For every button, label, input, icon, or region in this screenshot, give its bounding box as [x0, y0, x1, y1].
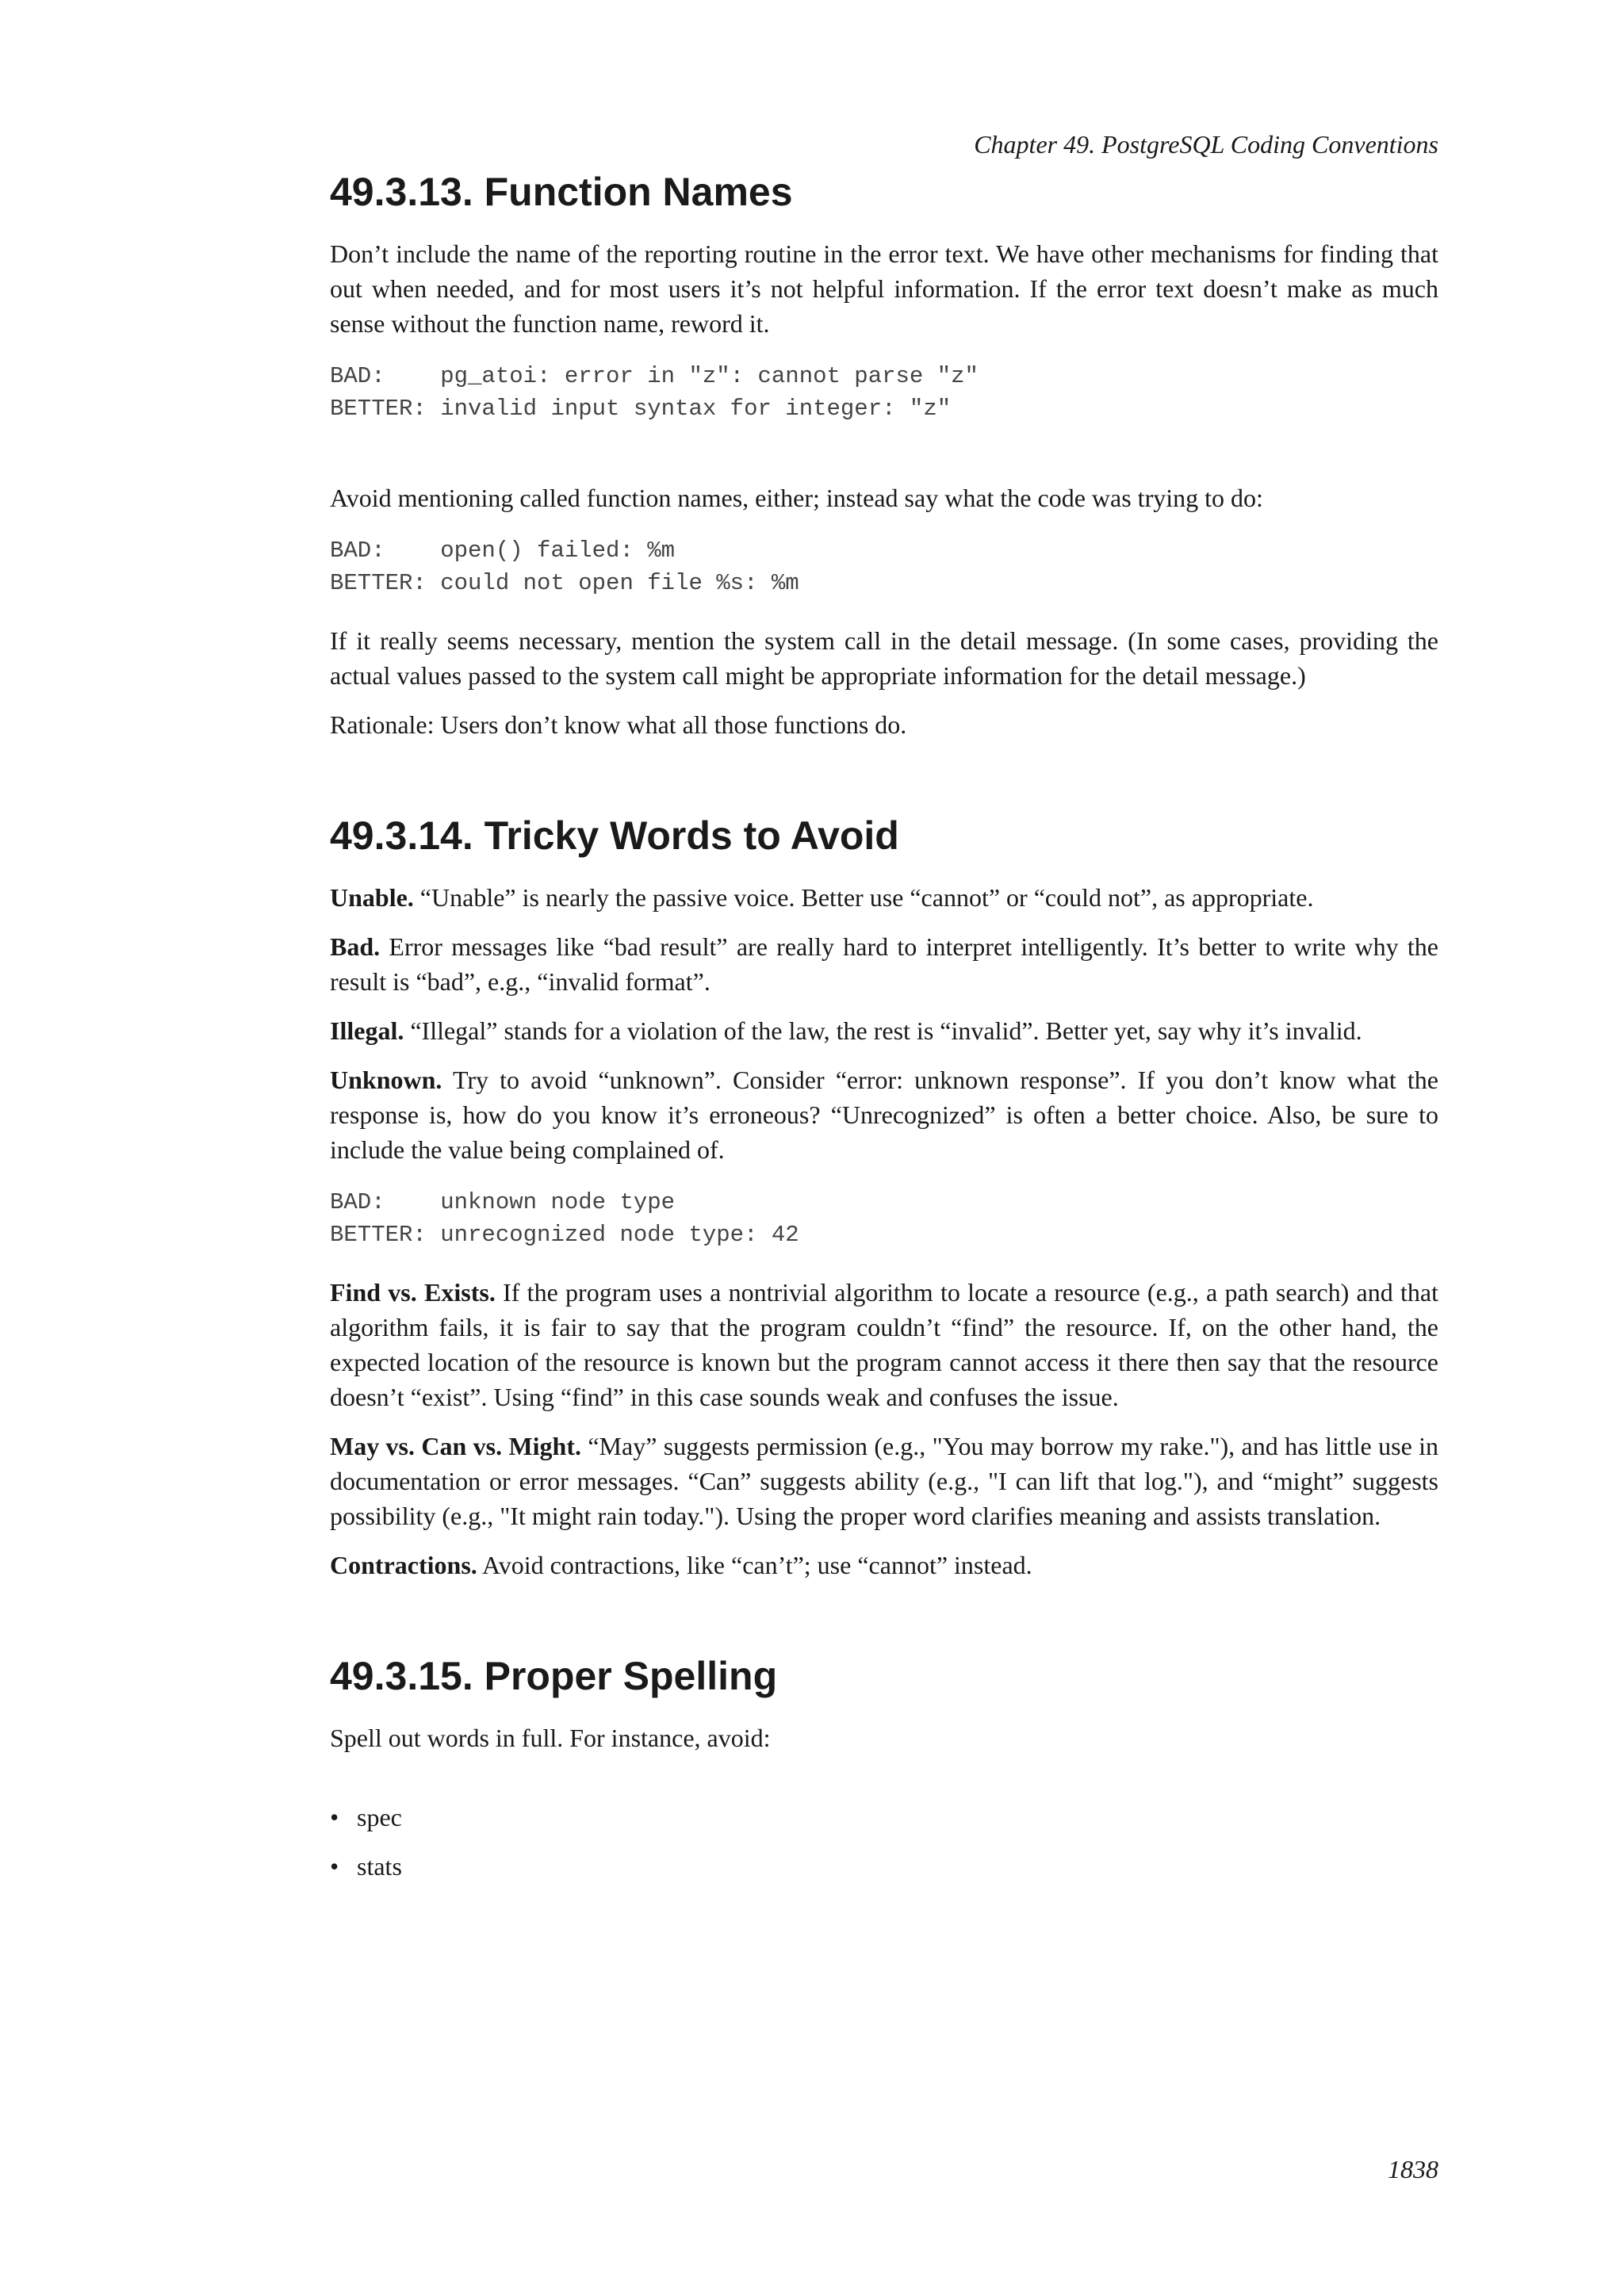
paragraph-unable: [330, 880, 1438, 915]
term-illegal: Illegal.: [330, 1016, 404, 1045]
paragraph-bad: [330, 929, 1438, 999]
code-example: BAD: open() failed: %m BETTER: could not open file %s: %m: [330, 538, 799, 596]
list-item: [330, 1849, 1438, 1884]
code-example: BAD: unknown node type BETTER: unrecognized node type: 42: [330, 1189, 799, 1248]
term-text: Try to avoid “unknown”. Consider “error: unknown response”. If you don’t know what the response is, how do you know it’s erroneous? “Unrecognized” is often a better choice. Also, be sure to include the value being complained of.: [330, 1066, 1438, 1164]
term-text: If the program uses a nontrivial algorithm to locate a resource (e.g., a path search) and that algorithm fails, it is fair to say that the program couldn’t “find” the resource. If, on the other hand, the expected location of the resource is known but the program cannot access it there then say that the resource doesn’t “exist”. Using “find” in this case sounds weak and confuses the issue.: [330, 1278, 1439, 1411]
paragraph-find-vs-exists: [330, 1275, 1438, 1414]
term-unknown: Unknown.: [330, 1066, 442, 1094]
bullet-icon: •: [330, 1803, 339, 1831]
term-unable: Unable.: [330, 883, 414, 912]
paragraph: Rationale: Users don’t know what all those functions do.: [330, 710, 907, 739]
term-text: Avoid contractions, like “can’t”; use “cannot” instead.: [477, 1551, 1032, 1579]
paragraph-unknown: [330, 1062, 1438, 1167]
paragraph-contractions: [330, 1548, 1438, 1582]
paragraph: Don’t include the name of the reporting routine in the error text. We have other mechanisms for finding that out when needed, and for most users it’s not helpful information. If the error text doesn’t make as much sense without the function name, reword it.: [330, 239, 1438, 338]
list-item-text: spec: [357, 1803, 402, 1831]
term-contractions: Contractions.: [330, 1551, 477, 1579]
term-text: “May” suggests permission (e.g., "You may borrow my rake."), and has little use in documentation or error messages. “Can” suggests ability (e.g., "I can lift that log."), and “might” suggests possibility (e.g., "It might rain today."). Using the proper word clarifies meaning and assists translation.: [330, 1432, 1439, 1530]
term-bad: Bad.: [330, 932, 381, 961]
running-header: Chapter 49. PostgreSQL Coding Conventions: [974, 130, 1438, 159]
code-example: BAD: pg_atoi: error in "z": cannot parse "z" BETTER: invalid input syntax for integer: "z": [330, 363, 979, 422]
term-text: “Illegal” stands for a violation of the law, the rest is “invalid”. Better yet, say why it’s invalid.: [404, 1016, 1362, 1045]
paragraph: Spell out words in full. For instance, avoid:: [330, 1724, 771, 1752]
term-text: Error messages like “bad result” are really hard to interpret intelligently. It’s better to write why the result is “bad”, e.g., “invalid format”.: [330, 932, 1438, 996]
section-heading-proper-spelling: 49.3.15. Proper Spelling: [330, 1654, 778, 1698]
list-item-text: stats: [357, 1852, 402, 1881]
page-number: 1838: [1388, 2155, 1438, 2183]
term-may-can-might: May vs. Can vs. Might.: [330, 1432, 581, 1460]
section-heading-tricky-words: 49.3.14. Tricky Words to Avoid: [330, 813, 899, 858]
paragraph-may-can-might: [330, 1429, 1438, 1533]
paragraph-illegal: [330, 1013, 1438, 1048]
bullet-icon: •: [330, 1852, 339, 1881]
term-find-vs-exists: Find vs. Exists.: [330, 1278, 496, 1307]
paragraph: Avoid mentioning called function names, either; instead say what the code was trying to do:: [330, 484, 1263, 512]
section-heading-function-names: 49.3.13. Function Names: [330, 170, 793, 214]
term-text: “Unable” is nearly the passive voice. Better use “cannot” or “could not”, as appropriate.: [413, 883, 1314, 912]
document-page: [330, 119, 1438, 1898]
list-item: [330, 1800, 1438, 1835]
paragraph: If it really seems necessary, mention the system call in the detail message. (In some cases, providing the actual values passed to the system call might be appropriate information for the detail message.): [330, 626, 1438, 690]
abbreviation-list: [330, 1800, 1438, 1884]
